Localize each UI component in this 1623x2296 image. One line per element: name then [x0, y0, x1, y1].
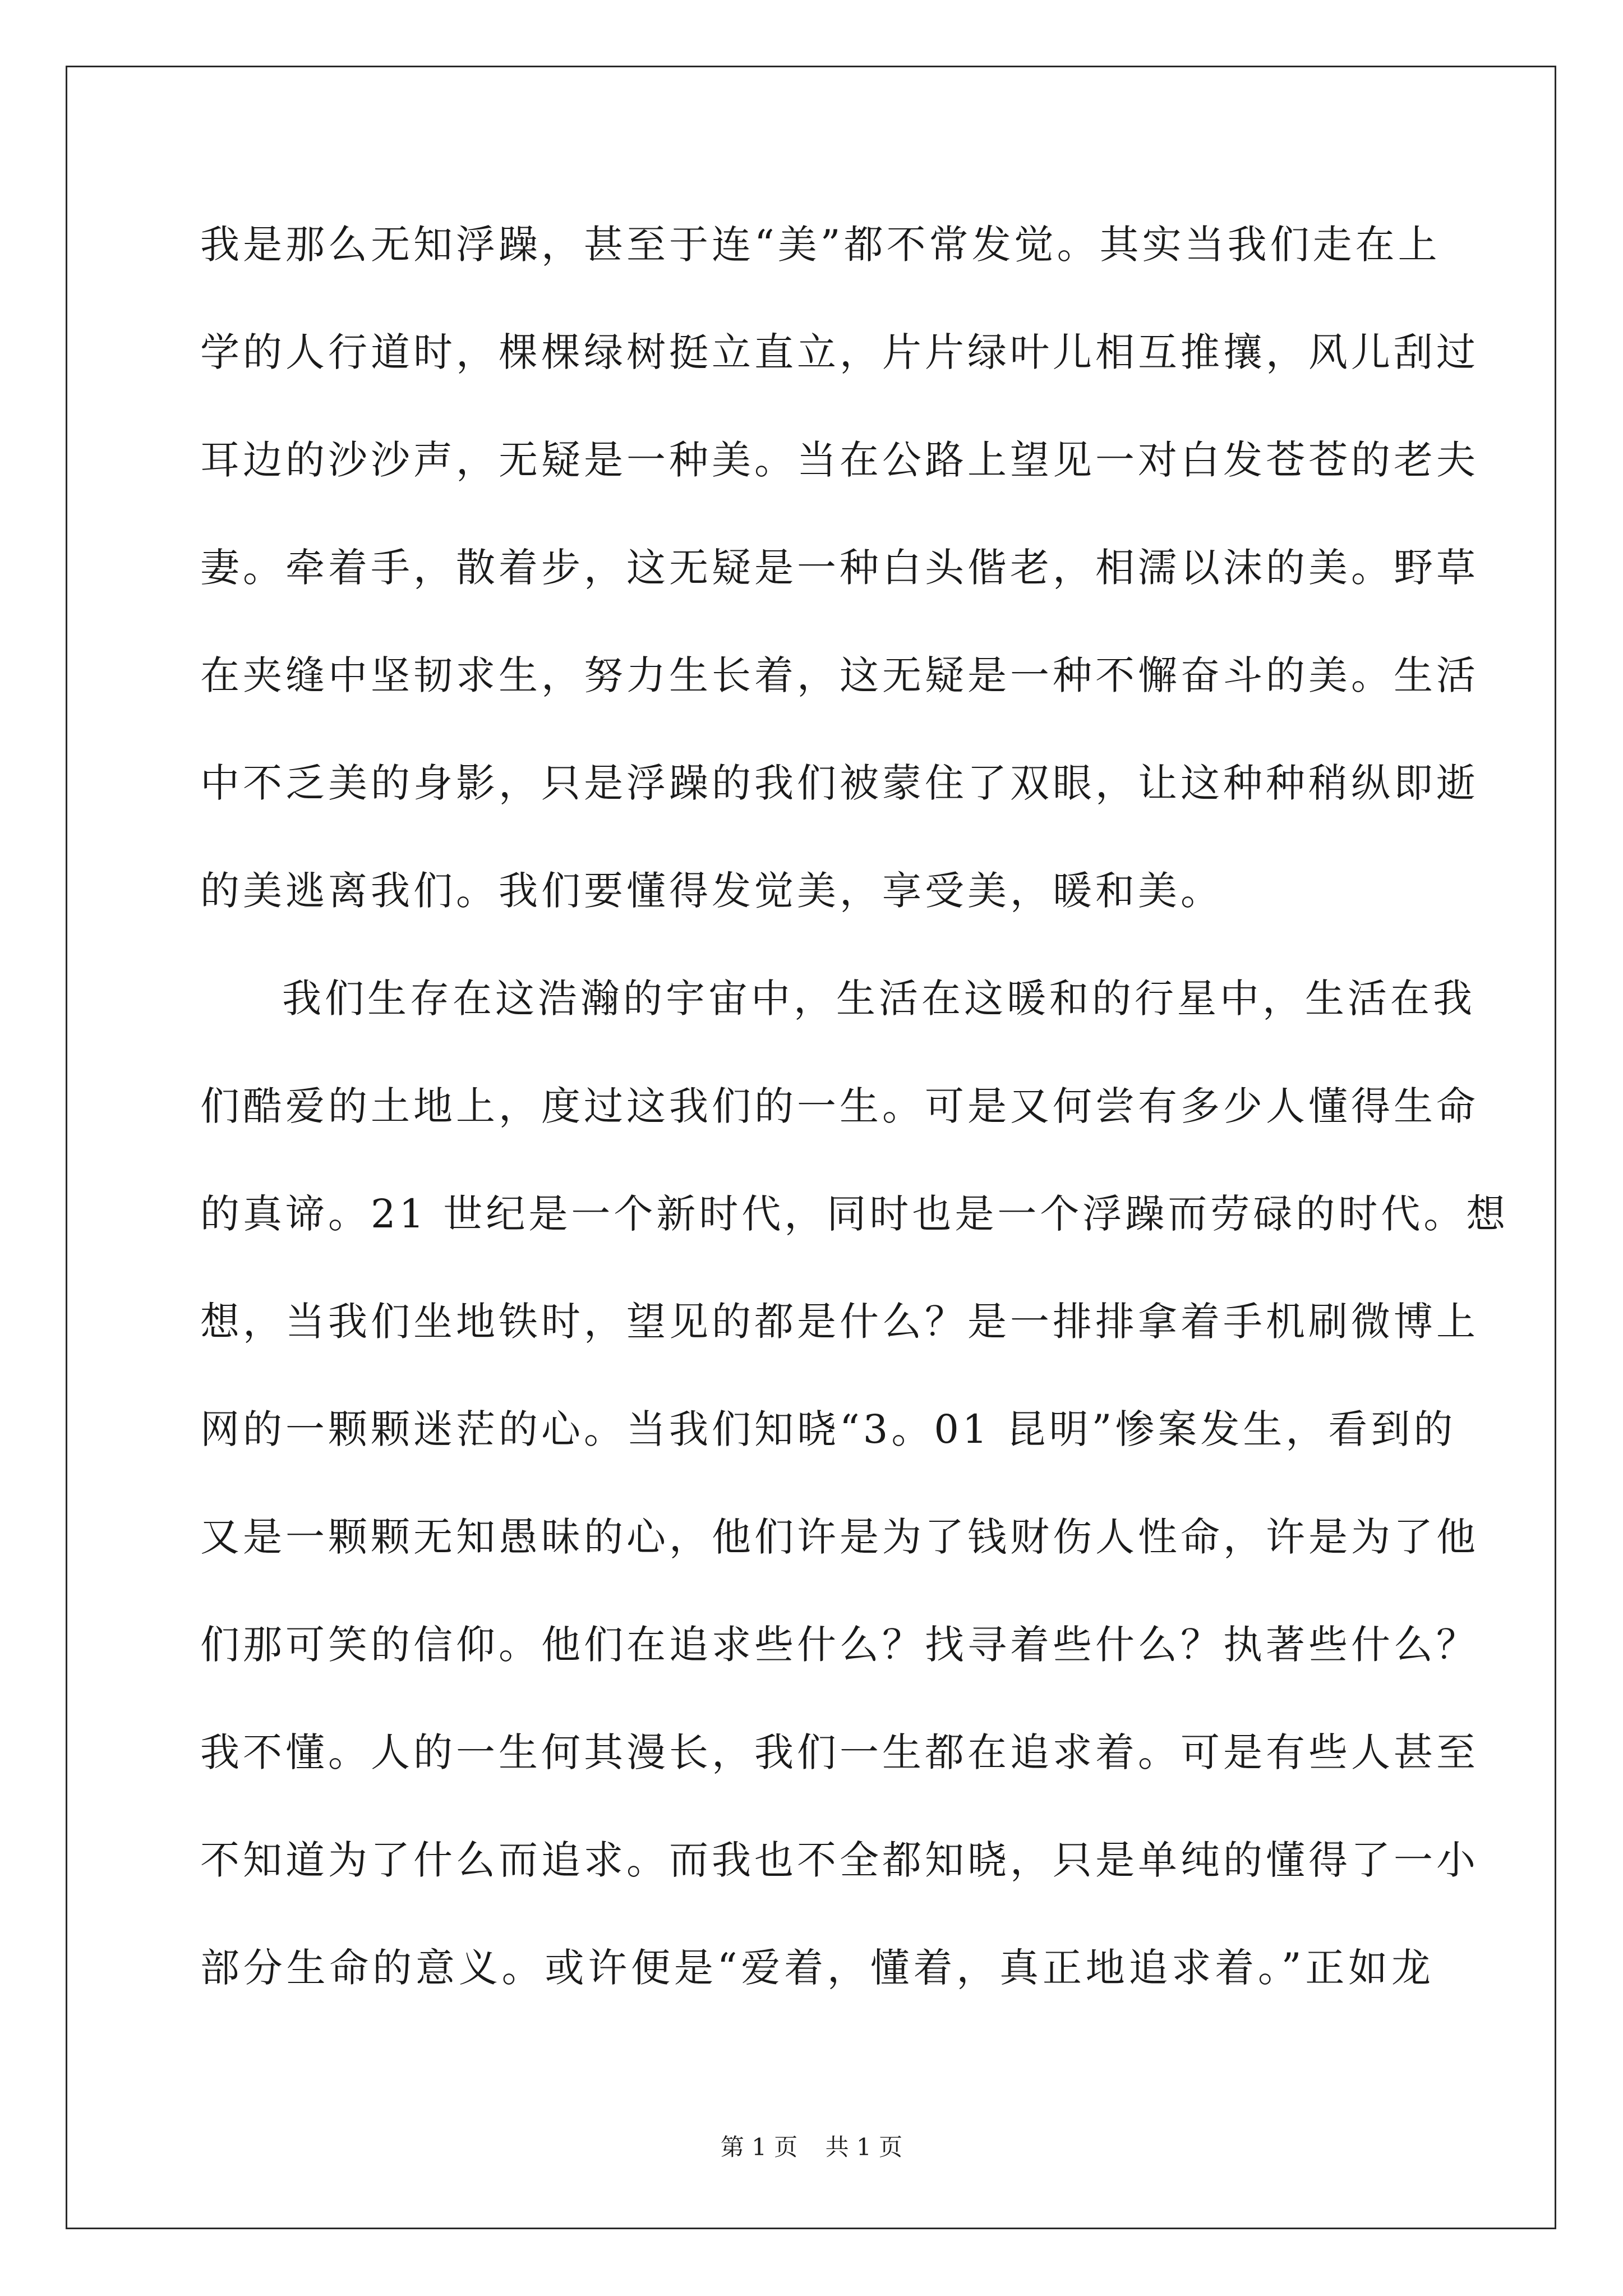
- text-line: 耳边的沙沙声，无疑是一种美。当在公路上望见一对白发苍苍的老夫: [200, 437, 1479, 483]
- text-line: 妻。牵着手，散着步，这无疑是一种白头偕老，相濡以沫的美。野草: [200, 545, 1479, 591]
- text-line: 我是那么无知浮躁，甚至于连“美”都不常发觉。其实当我们走在上: [200, 222, 1441, 268]
- paragraph-first-line: 我们生存在这浩瀚的宇宙中，生活在这暖和的行星中，生活在我: [282, 976, 1476, 1022]
- text-line: 们那可笑的信仰。他们在追求些什么？找寻着些什么？执著些什么？: [200, 1622, 1479, 1668]
- text-line: 的真谛。21 世纪是一个新时代，同时也是一个浮躁而劳碌的时代。想: [200, 1191, 1509, 1237]
- text-line: 的美逃离我们。我们要懂得发觉美，享受美，暖和美。: [200, 868, 1223, 914]
- page-number: 第 1 页: [720, 2133, 798, 2161]
- page-footer: [0, 2129, 1623, 2162]
- text-line: 部分生命的意义。或许便是“爱着，懂着，真正地追求着。”正如龙: [200, 1945, 1434, 1991]
- text-line: 中不乏美的身影，只是浮躁的我们被蒙住了双眼，让这种种稍纵即逝: [200, 760, 1479, 806]
- text-line: 我不懂。人的一生何其漫长，我们一生都在追求着。可是有些人甚至: [200, 1729, 1479, 1775]
- text-line: 想，当我们坐地铁时，望见的都是什么？是一排排拿着手机刷微博上: [200, 1299, 1479, 1345]
- text-line: 们酷爱的土地上，度过这我们的一生。可是又何尝有多少人懂得生命: [200, 1083, 1479, 1129]
- text-line: 又是一颗颗无知愚昧的心，他们许是为了钱财伤人性命，许是为了他: [200, 1514, 1479, 1560]
- text-line: 网的一颗颗迷茫的心。当我们知晓“3。01 昆明”惨案发生，看到的: [200, 1406, 1456, 1452]
- page-total: 共 1 页: [825, 2133, 903, 2161]
- text-line: 在夹缝中坚韧求生，努力生长着，这无疑是一种不懈奋斗的美。生活: [200, 652, 1479, 698]
- text-line: 学的人行道时，棵棵绿树挺立直立，片片绿叶儿相互推攘，风儿刮过: [200, 329, 1479, 375]
- document-body: [200, 191, 1509, 2022]
- text-line: 不知道为了什么而追求。而我也不全都知晓，只是单纯的懂得了一小: [200, 1837, 1479, 1883]
